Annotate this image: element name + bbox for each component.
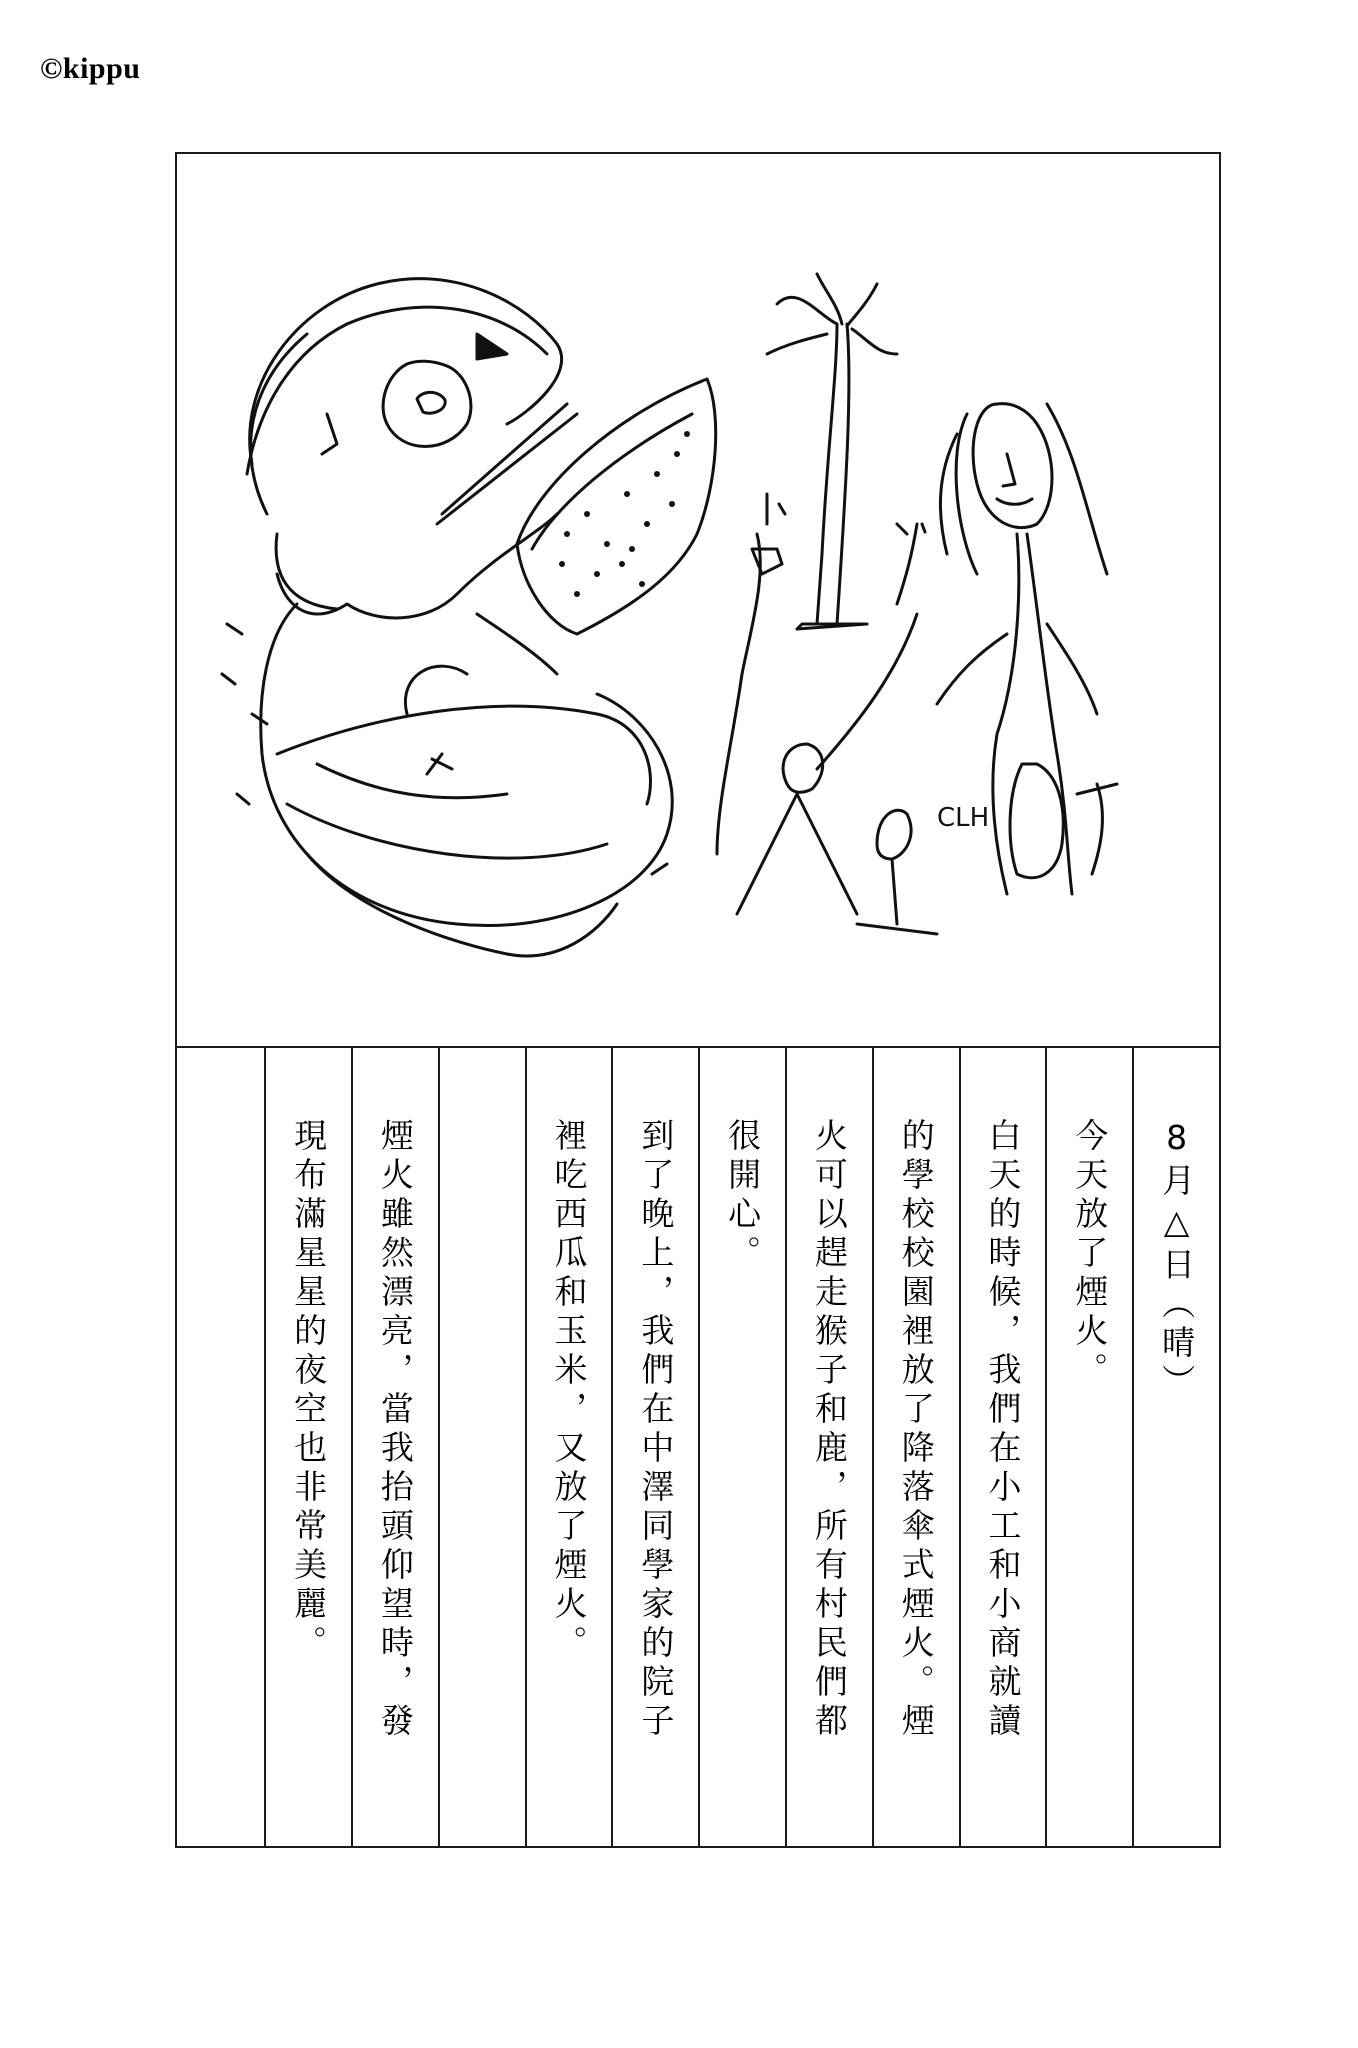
diary-column [872,1048,959,1846]
diary-column [351,1048,438,1846]
diary-line: 現布滿星星的夜空也非常美麗。 [289,1118,329,1664]
scribble-text: CLH [937,803,990,833]
diary-line: 8月△日（晴） [1157,1118,1197,1403]
diary-column [177,1048,264,1846]
diary-column [525,1048,612,1846]
diary-line: 今天放了煙火。 [1070,1118,1110,1391]
diary-column [1132,1048,1219,1846]
diary-page [175,152,1221,1848]
crayon-drawing-fireworks-watermelon-icon [177,154,1219,1046]
diary-text-columns [177,1048,1219,1846]
diary-line: 火可以趕走猴子和鹿，所有村民們都 [809,1118,849,1742]
diary-line: 裡吃西瓜和玉米，又放了煙火。 [549,1118,589,1664]
diary-line: 白天的時候，我們在小工和小商就讀 [983,1118,1023,1742]
copyright-label: ©kippu [40,52,141,85]
diary-line: 到了晚上，我們在中澤同學家的院子 [636,1118,676,1742]
diary-column [698,1048,785,1846]
diary-column [438,1048,525,1846]
diary-line: 煙火雖然漂亮，當我抬頭仰望時，發 [375,1118,415,1742]
diary-line: 的學校校園裡放了降落傘式煙火。煙 [896,1118,936,1742]
diary-line: 很開心。 [723,1118,763,1274]
diary-column [959,1048,1046,1846]
diary-column [264,1048,351,1846]
diary-column [785,1048,872,1846]
diary-column [611,1048,698,1846]
illustration [177,154,1219,1048]
diary-column [1045,1048,1132,1846]
